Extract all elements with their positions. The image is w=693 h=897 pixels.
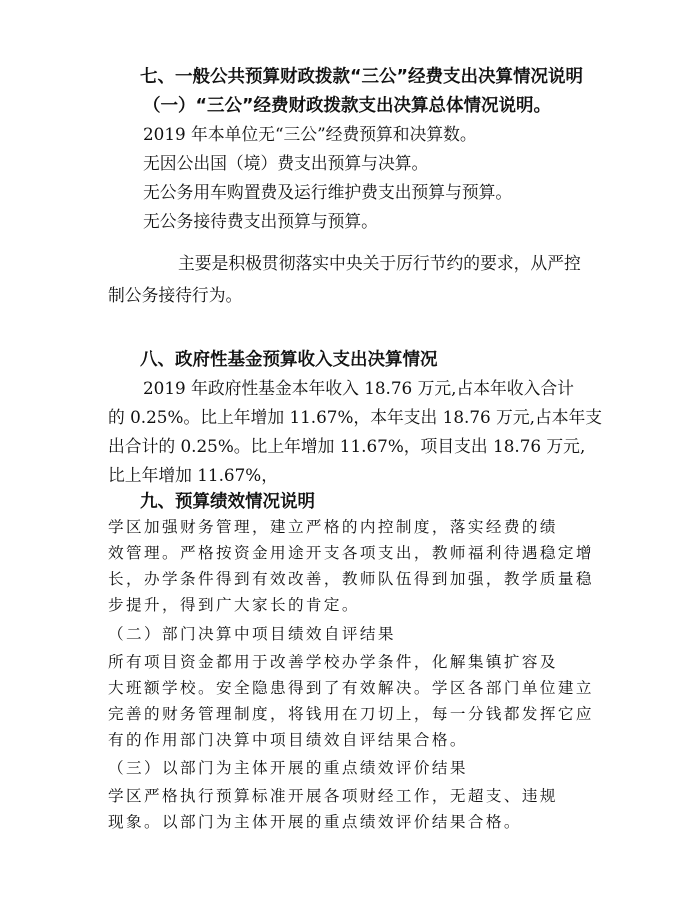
- section-7-line: 2019 年本单位无“三公”经费预算和决算数。: [143, 124, 477, 144]
- section-9-part3-line: 学区严格执行预算标准开展各项财经工作，无超支、违规: [108, 787, 558, 805]
- section-9-part1-line: 步提升，得到广大家长的肯定。: [108, 596, 360, 614]
- section-8-paragraph-line: 出合计的 0.25%。比上年增加 11.67%，项目支出 18.76 万元,: [108, 436, 586, 456]
- section-9-sub3-heading: （三）以部门为主体开展的重点绩效评价结果: [108, 759, 468, 777]
- section-9-part2-line: 大班额学校。安全隐患得到了有效解决。学区各部门单位建立: [108, 679, 594, 697]
- section-8-paragraph-line: 的 0.25%。比上年增加 11.67%，本年支出 18.76 万元,占本年支: [108, 407, 603, 427]
- section-7-paragraph-line: 制公务接待行为。: [108, 285, 243, 305]
- section-8-paragraph-line: 2019 年政府性基金本年收入 18.76 万元,占本年收入合计: [143, 378, 574, 398]
- section-7-paragraph-line: 主要是积极贯彻落实中央关于厉行节约的要求，从严控: [178, 253, 581, 273]
- section-8-paragraph-line: 比上年增加 11.67%，: [108, 465, 279, 485]
- section-9-heading: 九、预算绩效情况说明: [140, 492, 315, 512]
- section-9-part1-line: 效管理。严格按资金用途开支各项支出，教师福利待遇稳定增: [108, 544, 594, 562]
- section-7-line: 无因公出国（境）费支出预算与决算。: [143, 153, 429, 173]
- section-9-part3-line: 现象。以部门为主体开展的重点绩效评价结果合格。: [108, 813, 522, 831]
- section-9-part1-line: 长，办学条件得到有效改善，教师队伍得到加强，教学质量稳: [108, 570, 594, 588]
- section-9-part2-line: 完善的财务管理制度，将钱用在刀切上，每一分钱都发挥它应: [108, 705, 594, 723]
- section-7-heading: 七、一般公共预算财政拨款“三公”经费支出决算情况说明: [140, 67, 584, 87]
- section-7-line: 无公务接待费支出预算与预算。: [143, 211, 378, 231]
- section-9-part2-line: 所有项目资金都用于改善学校办学条件，化解集镇扩容及: [108, 653, 558, 671]
- section-7-subheading: （一）“三公”经费财政拨款支出决算总体情况说明。: [143, 96, 552, 116]
- section-9-part2-line: 有的作用部门决算中项目绩效自评结果合格。: [108, 731, 468, 749]
- section-7-line: 无公务用车购置费及运行维护费支出预算与预算。: [143, 182, 513, 202]
- section-8-heading: 八、政府性基金预算收入支出决算情况: [140, 350, 438, 370]
- section-9-part1-line: 学区加强财务管理，建立严格的内控制度，落实经费的绩: [108, 518, 558, 536]
- section-9-sub2-heading: （二）部门决算中项目绩效自评结果: [108, 625, 396, 643]
